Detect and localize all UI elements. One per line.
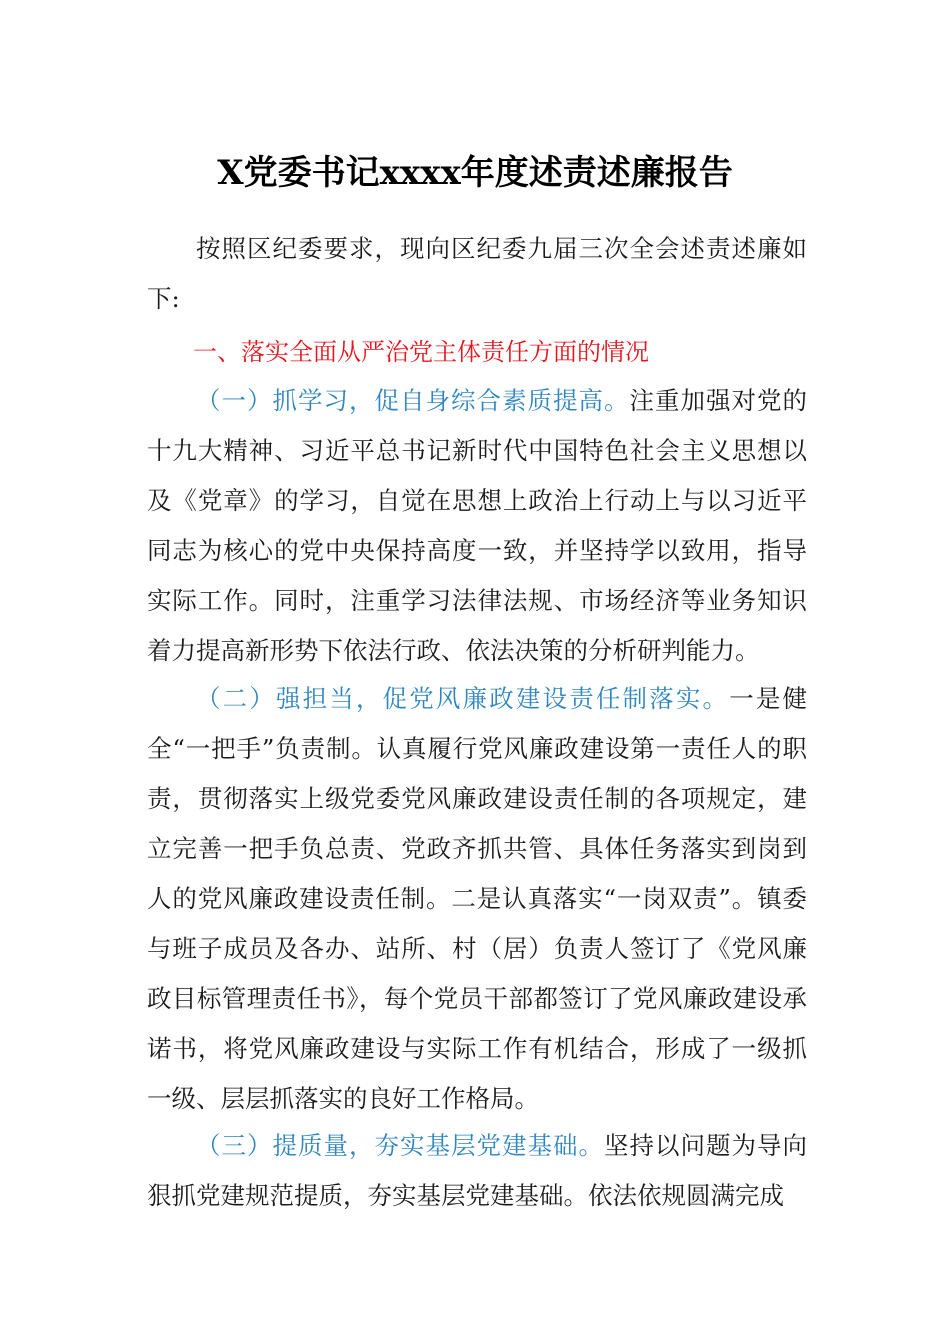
section-heading: 一、落实全面从严治党主体责任方面的情况 xyxy=(193,338,649,366)
paragraph-item-1 xyxy=(147,376,807,676)
paragraph-text-3: 坚持以问题为导向狠抓党建规范提质，夯实基层党建基础。依法依规圆满完成 xyxy=(147,1131,807,1210)
document-title: X党委书记xxxx年度述责述廉报告 xyxy=(217,153,733,193)
intro-paragraph xyxy=(147,224,807,324)
intro-text: 按照区纪委要求，现向区纪委九届三次全会述责述廉如下: xyxy=(147,234,807,313)
paragraph-item-3 xyxy=(147,1121,807,1221)
subheading-1: （一）抓学习，促自身综合素质提高。 xyxy=(196,386,630,415)
paragraph-item-2 xyxy=(147,674,807,1124)
subheading-3: （三）提质量，夯实基层党建基础。 xyxy=(196,1131,604,1160)
paragraph-text-1: 注重加强对党的十九大精神、习近平总书记新时代中国特色社会主义思想以及《党章》的学习，自觉在思想上政治上行动上与以习近平同志为核心的党中央保持高度一致，并坚持学以致用，指导实际工作。同时，注重学习法律法规、市场经济等业务知识着力提高新形势下依法行政、依法决策的分析研判能力。 xyxy=(147,386,807,665)
paragraph-text-2: 一是健全“一把手”负责制。认真履行党风廉政建设第一责任人的职责，贯彻落实上级党委党风廉政建设责任制的各项规定，建立完善一把手负总责、党政齐抓共管、具体任务落实到岗到人的党风廉政建设责任制。二是认真落实“一岗双责”。镇委与班子成员及各办、站所、村（居）负责人签订了《党风廉政目标管理责任书》，每个党员干部都签订了党风廉政建设承诺书，将党风廉政建设与实际工作有机结合，形成了一级抓一级、层层抓落实的良好工作格局。 xyxy=(147,684,808,1113)
subheading-2: （二）强担当，促党风廉政建设责任制落实。 xyxy=(196,684,730,713)
